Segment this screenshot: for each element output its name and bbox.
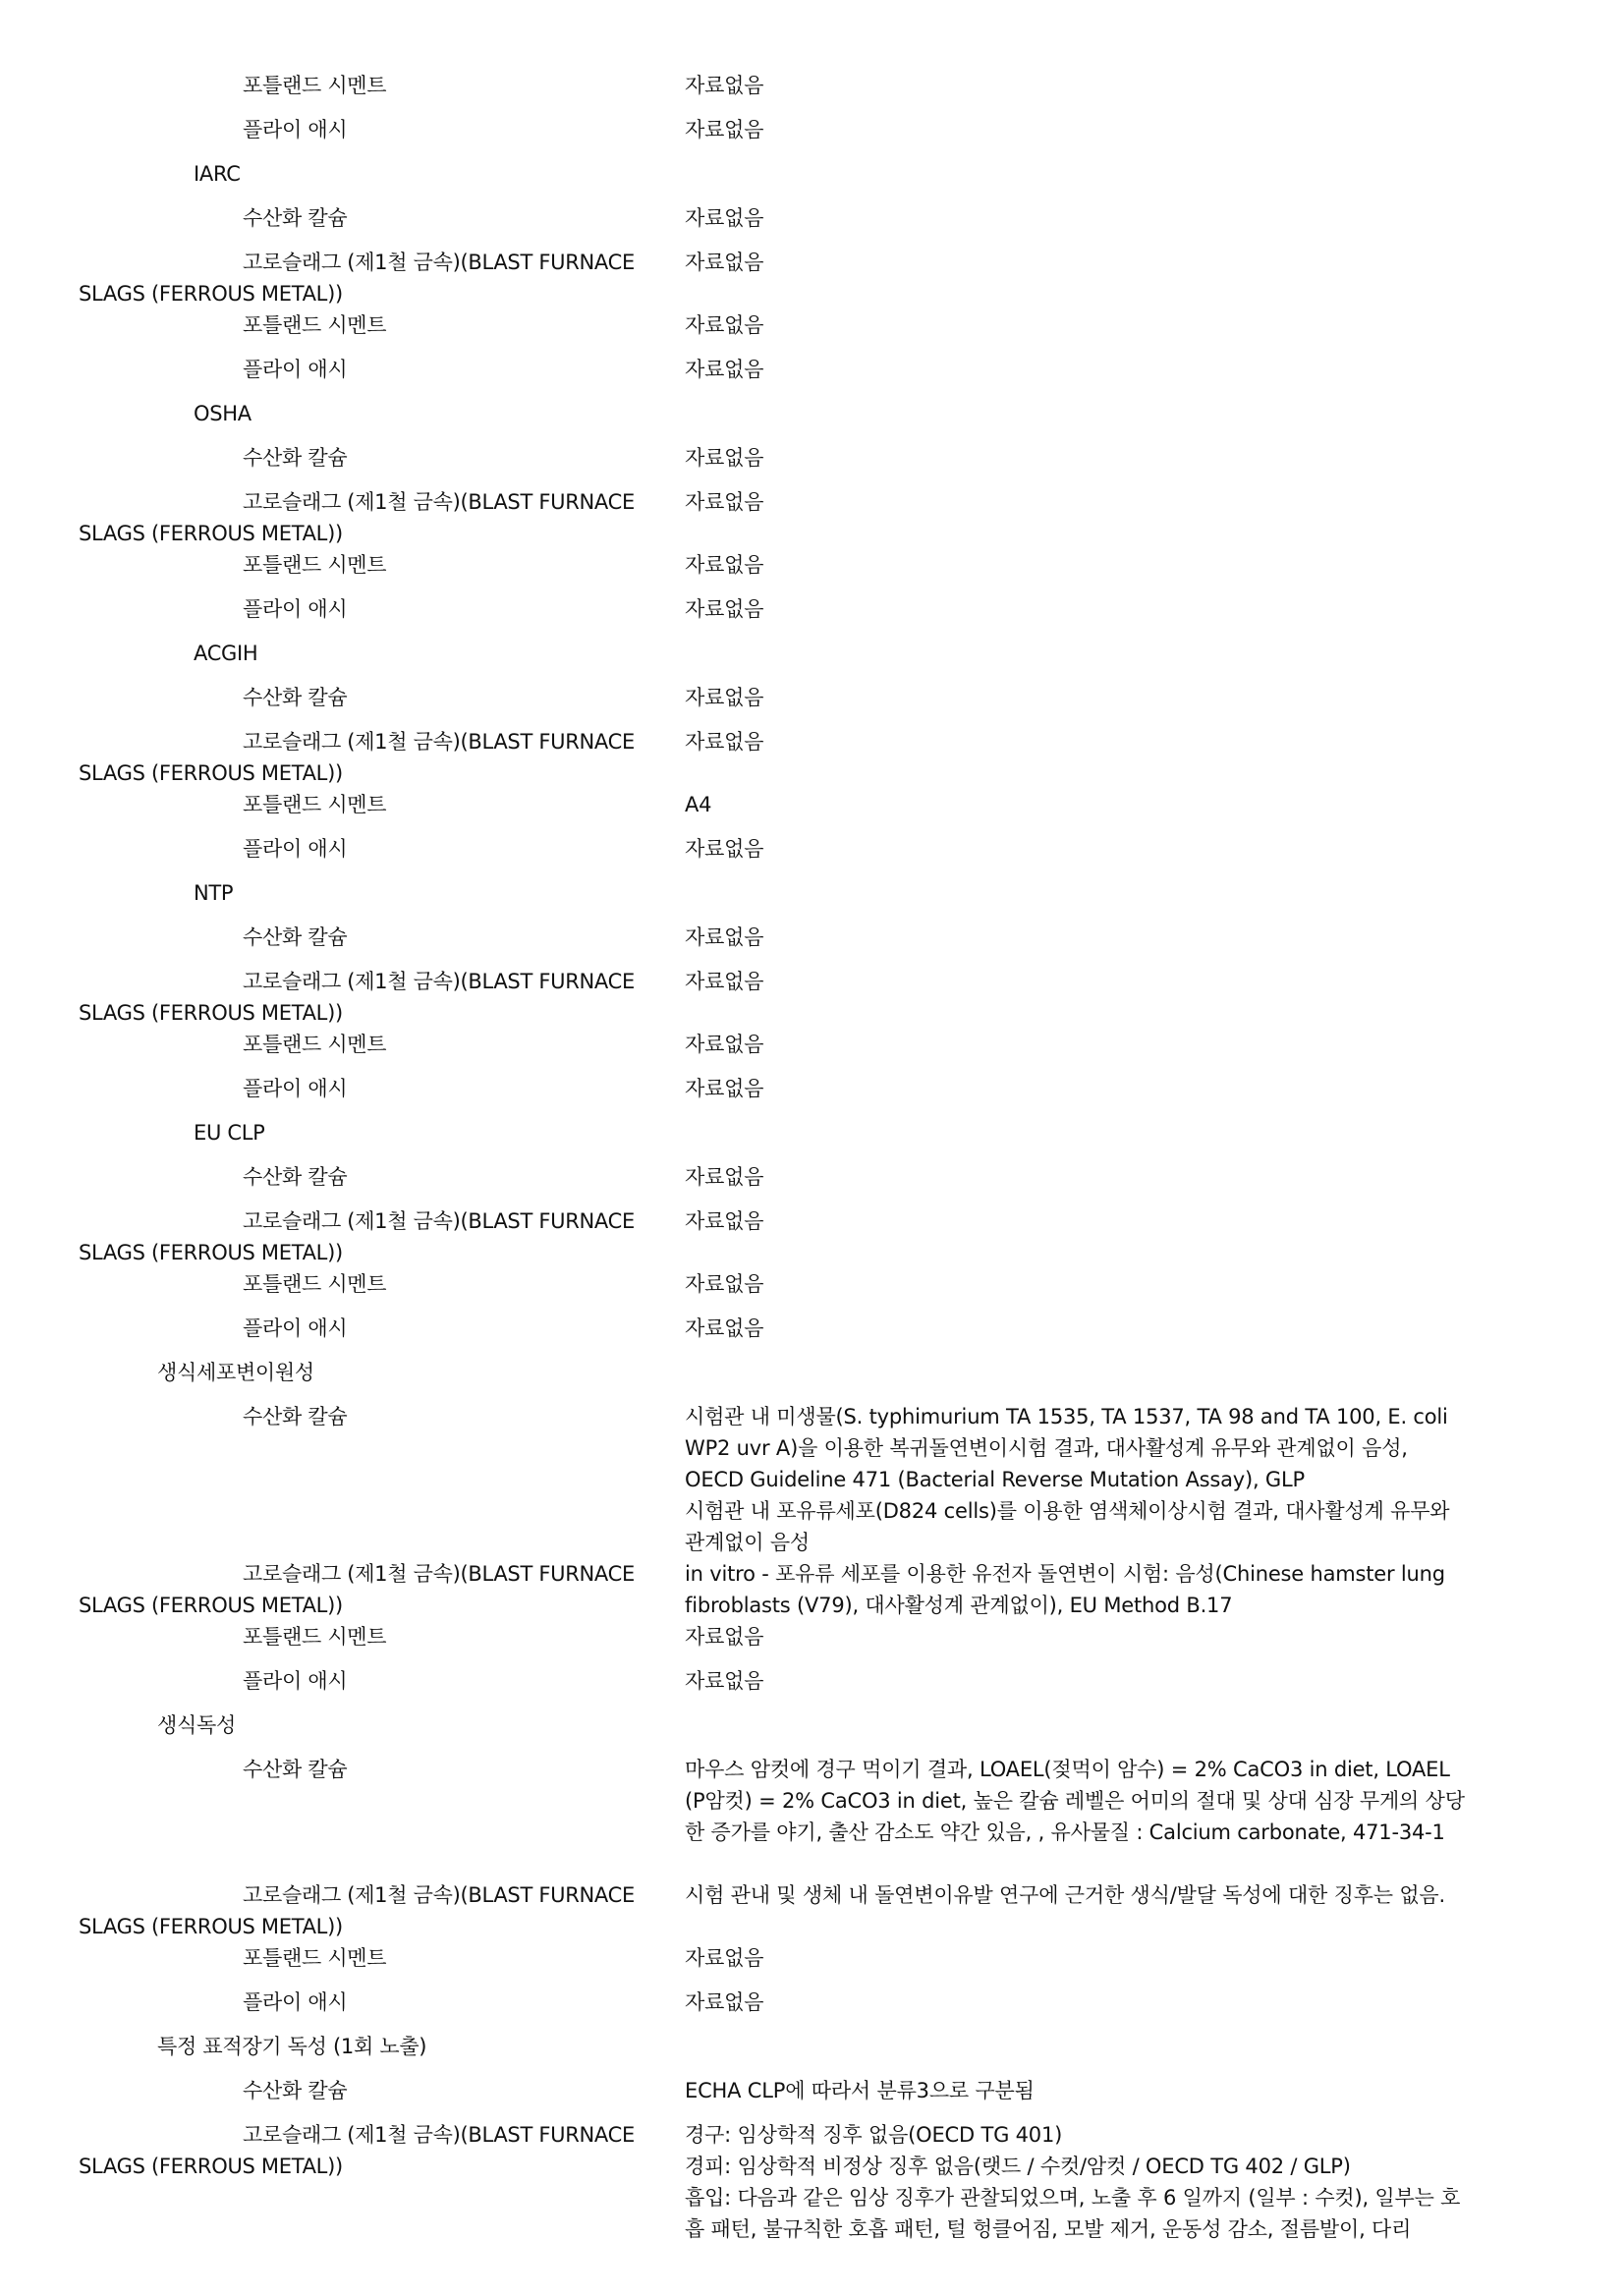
row-label: 플라이 애시	[243, 1990, 348, 2014]
row-label: 플라이 애시	[243, 358, 348, 381]
row-label: 포틀랜드 시멘트	[243, 1946, 387, 1970]
section-heading: 생식세포변이원성	[157, 1361, 314, 1384]
row-value: ECHA CLP에 따라서 분류3으로 구분됨	[685, 2079, 1035, 2102]
row-label: 고로슬래그 (제1철 금속)(BLAST FURNACE SLAGS (FERROUS METAL))	[79, 2123, 635, 2178]
row-value: 자료없음	[685, 1316, 764, 1340]
row-value: 자료없음	[685, 686, 764, 709]
row-value: 자료없음	[685, 1077, 764, 1100]
row-label: 고로슬래그 (제1철 금속)(BLAST FURNACE SLAGS (FERROUS METAL))	[79, 730, 635, 785]
subsection-title: EU CLP	[194, 1121, 265, 1145]
subsection-title: ACGIH	[194, 642, 258, 665]
row-value: 경구: 임상학적 징후 없음(OECD TG 401) 경피: 임상학적 비정상 징후 없음(랫드 / 수컷/암컷 / OECD TG 402 / GLP) 흡입: 다음과 같은 임상 징후가 관찰되었으며, 노출 후 6 일까지 (일부 : 수컷), 일부는 호흡 패턴, 불규칙한 호흡 패턴, 털 헝클어짐, 모발 제거, 운동성 감소, 절름발이, 다리	[685, 2123, 1461, 2241]
row-label: 고로슬래그 (제1철 금속)(BLAST FURNACE SLAGS (FERROUS METAL))	[79, 1883, 635, 1938]
row-label: 고로슬래그 (제1철 금속)(BLAST FURNACE SLAGS (FERROUS METAL))	[79, 970, 635, 1025]
section-heading: 특정 표적장기 독성 (1회 노출)	[157, 2035, 427, 2058]
row-label: 포틀랜드 시멘트	[243, 74, 387, 97]
row-value: 자료없음	[685, 1625, 764, 1649]
row-label: 고로슬래그 (제1철 금속)(BLAST FURNACE SLAGS (FERROUS METAL))	[79, 1562, 635, 1617]
row-label: 플라이 애시	[243, 597, 348, 621]
row-value: 자료없음	[685, 74, 764, 97]
row-value: 시험관 내 미생물(S. typhimurium TA 1535, TA 1537, TA 98 and TA 100, E. coli WP2 uvr A)을 이용한 복귀돌연변이시험 결과, 대사활성계 유무와 관계없이 음성, OECD Guideline 471 (Bacterial Reverse Mutation Assay), GLP 시험관 내 포유류세포(D824 cells)를 이용한 염색체이상시험 결과, 대사활성계 유무와 관계없이 음성	[685, 1405, 1450, 1554]
row-value: 자료없음	[685, 446, 764, 470]
row-label: 수산화 칼슘	[243, 1165, 348, 1189]
row-value: 자료없음	[685, 1990, 764, 2014]
row-label: 고로슬래그 (제1철 금속)(BLAST FURNACE SLAGS (FERROUS METAL))	[79, 251, 635, 306]
row-value: 자료없음	[685, 1669, 764, 1693]
row-value: 자료없음	[685, 1946, 764, 1970]
row-value: A4	[685, 793, 712, 816]
row-label: 포틀랜드 시멘트	[243, 1033, 387, 1056]
row-value: 자료없음	[685, 970, 764, 993]
row-label: 수산화 칼슘	[243, 686, 348, 709]
row-value: in vitro - 포유류 세포를 이용한 유전자 돌연변이 시험: 음성(Chinese hamster lung fibroblasts (V79), 대사활성계 관계없이), EU Method B.17	[685, 1562, 1445, 1617]
row-label: 플라이 애시	[243, 837, 348, 861]
row-value: 자료없음	[685, 925, 764, 949]
row-value: 자료없음	[685, 206, 764, 230]
row-value: 자료없음	[685, 1272, 764, 1296]
row-value: 자료없음	[685, 1165, 764, 1189]
row-value: 자료없음	[685, 730, 764, 754]
row-label: 수산화 칼슘	[243, 1405, 348, 1428]
row-value: 자료없음	[685, 1033, 764, 1056]
row-label: 플라이 애시	[243, 118, 348, 141]
row-label: 플라이 애시	[243, 1077, 348, 1100]
row-label: 고로슬래그 (제1철 금속)(BLAST FURNACE SLAGS (FERROUS METAL))	[79, 1209, 635, 1264]
row-label: 플라이 애시	[243, 1316, 348, 1340]
row-value: 자료없음	[685, 1209, 764, 1233]
subsection-title: IARC	[194, 162, 241, 186]
row-value: 자료없음	[685, 251, 764, 274]
row-value: 자료없음	[685, 837, 764, 861]
row-label: 수산화 칼슘	[243, 1758, 348, 1781]
row-label: 포틀랜드 시멘트	[243, 793, 387, 816]
row-value: 마우스 암컷에 경구 먹이기 결과, LOAEL(젖먹이 암수) = 2% CaCO3 in diet, LOAEL (P암컷) = 2% CaCO3 in diet, 높은 칼슘 레벨은 어미의 절대 및 상대 심장 무게의 상당한 증가를 야기, 출산 감소도 약간 있음, , 유사물질 : Calcium carbonate, 471-34-1	[685, 1758, 1465, 1844]
row-label: 고로슬래그 (제1철 금속)(BLAST FURNACE SLAGS (FERROUS METAL))	[79, 490, 635, 545]
row-label: 수산화 칼슘	[243, 446, 348, 470]
row-label: 포틀랜드 시멘트	[243, 313, 387, 337]
row-value: 자료없음	[685, 597, 764, 621]
row-value: 자료없음	[685, 313, 764, 337]
row-label: 수산화 칼슘	[243, 2079, 348, 2102]
section-heading: 생식독성	[157, 1713, 236, 1737]
subsection-title: OSHA	[194, 402, 252, 425]
row-value: 자료없음	[685, 553, 764, 577]
row-value: 자료없음	[685, 490, 764, 514]
row-label: 플라이 애시	[243, 1669, 348, 1693]
row-value: 시험 관내 및 생체 내 돌연변이유발 연구에 근거한 생식/발달 독성에 대한 징후는 없음.	[685, 1883, 1445, 1907]
row-label: 수산화 칼슘	[243, 206, 348, 230]
subsection-title: NTP	[194, 881, 234, 905]
row-label: 포틀랜드 시멘트	[243, 1272, 387, 1296]
row-label: 수산화 칼슘	[243, 925, 348, 949]
row-value: 자료없음	[685, 118, 764, 141]
row-label: 포틀랜드 시멘트	[243, 1625, 387, 1649]
row-label: 포틀랜드 시멘트	[243, 553, 387, 577]
row-value: 자료없음	[685, 358, 764, 381]
